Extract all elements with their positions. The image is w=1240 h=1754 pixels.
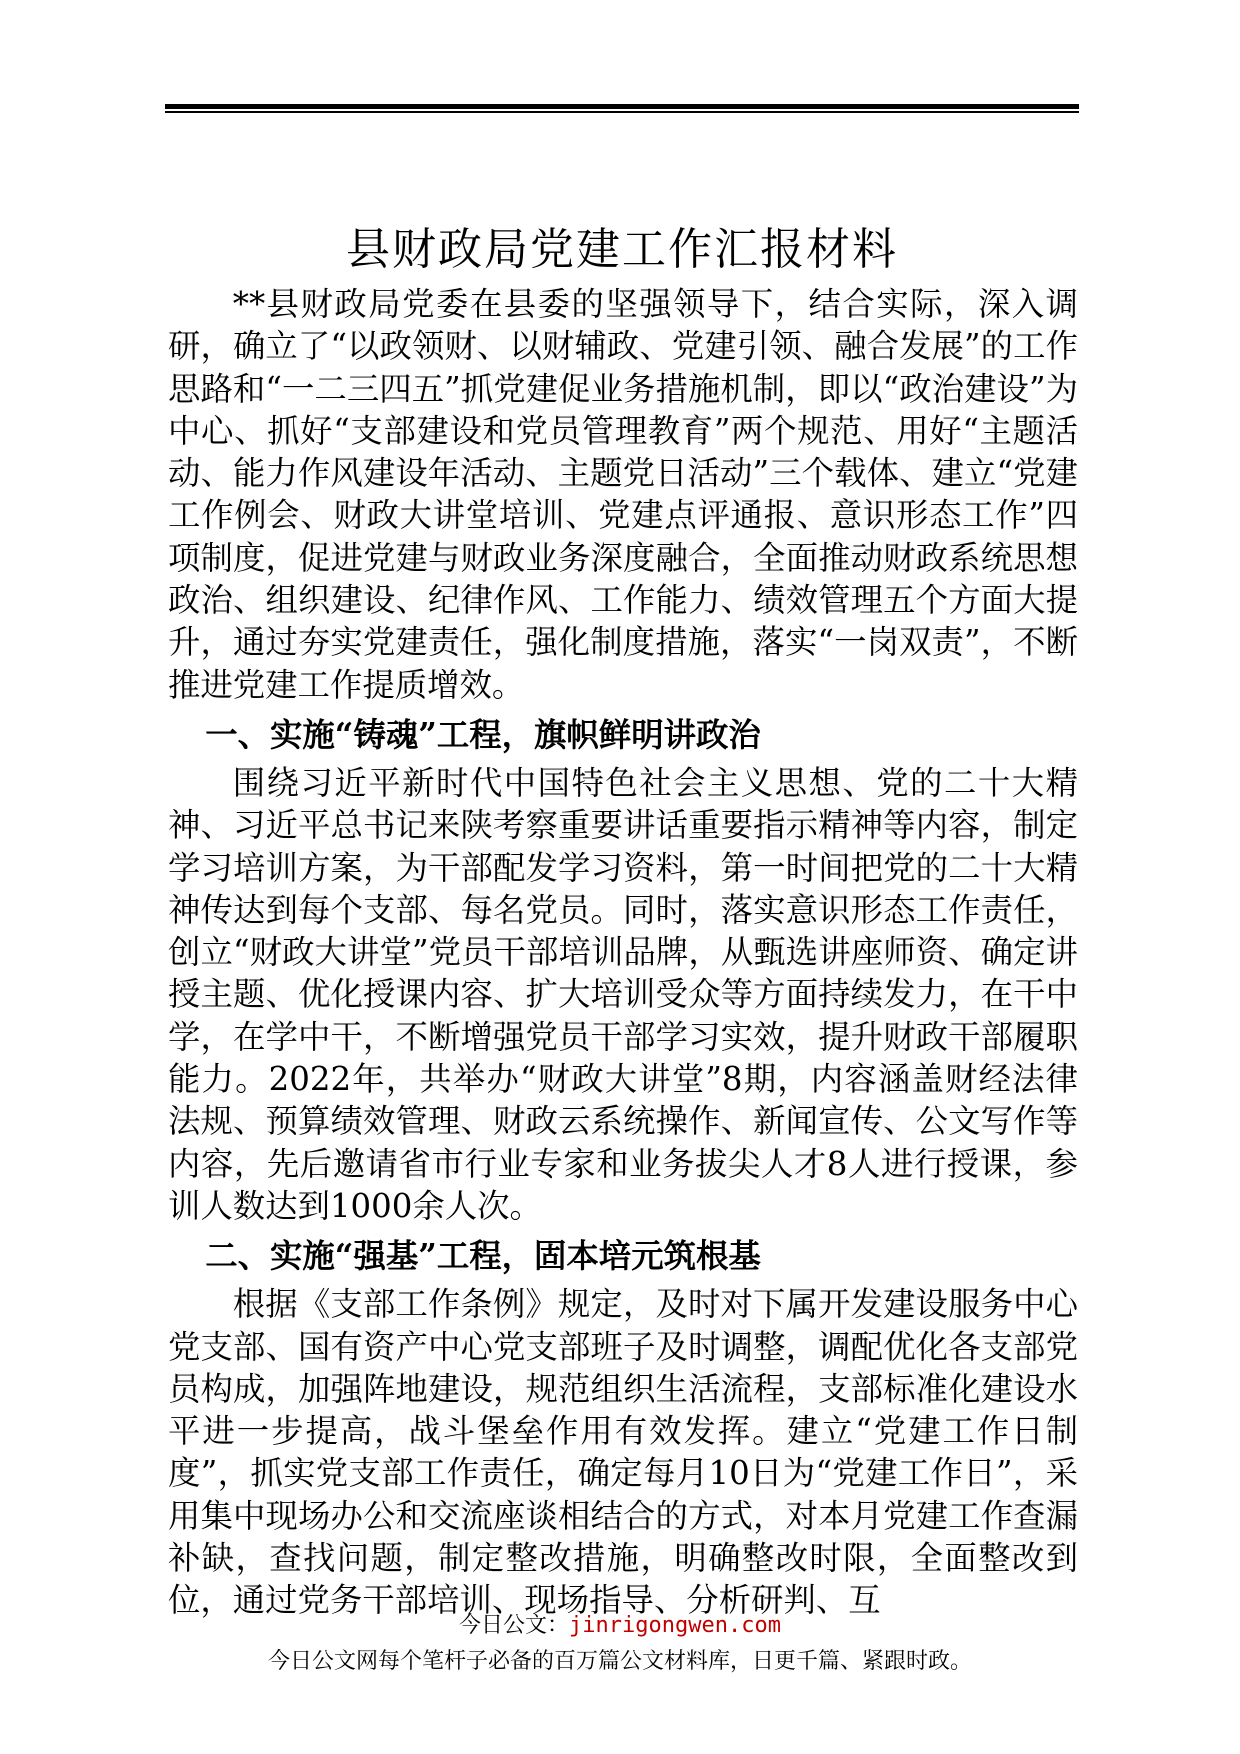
header-rule-thin	[165, 111, 1079, 113]
document-title: 县财政局党建工作汇报材料	[346, 224, 898, 275]
section-2-paragraph: 根据《支部工作条例》规定，及时对下属开发建设服务中心党支部、国有资产中心党支部班子及时调整，调配优化各支部党员构成，加强阵地建设，规范组织生活流程，支部标准化建设水平进一步提高，战斗堡垒作用有效发挥。建立“党建工作日制度”，抓实党支部工作责任，确定每月10日为“党建工作日”，采用集中现场办公和交流座谈相结合的方式，对本月党建工作查漏补缺，查找问题，制定整改措施，明确整改时限，全面整改到位，通过党务干部培训、现场指导、分析研判、互	[168, 1285, 1078, 1620]
section-1-paragraph: 围绕习近平新时代中国特色社会主义思想、党的二十大精神、习近平总书记来陕考察重要讲话重要指示精神等内容，制定学习培训方案，为干部配发学习资料，第一时间把党的二十大精神传达到每个支部、每名党员。同时，落实意识形态工作责任，创立“财政大讲堂”党员干部培训品牌，从甄选讲座师资、确定讲授主题、优化授课内容、扩大培训受众等方面持续发力，在干中学，在学中干，不断增强党员干部学习实效，提升财政干部履职能力。2022年，共举办“财政大讲堂”8期，内容涵盖财经法律法规、预算绩效管理、财政云系统操作、新闻宣传、公文写作等内容，先后邀请省市行业专家和业务拔尖人才8人进行授课，参训人数达到1000余人次。	[168, 763, 1078, 1225]
intro-paragraph: **县财政局党委在县委的坚强领导下，结合实际，深入调研，确立了“以政领财、以财辅政、党建引领、融合发展”的工作思路和“一二三四五”抓党建促业务措施机制，即以“政治建设”为中心、抓好“支部建设和党员管理教育”两个规范、用好“主题活动、能力作风建设年活动、主题党日活动”三个载体、建立“党建工作例会、财政大讲堂培训、党建点评通报、意识形态工作”四项制度，促进党建与财政业务深度融合，全面推动财政系统思想政治、组织建设、纪律作风、工作能力、绩效管理五个方面大提升，通过夯实党建责任，强化制度措施，落实“一岗双责”，不断推进党建工作提质增效。	[168, 285, 1078, 704]
footer-slogan: 今日公文网每个笔杆子必备的百万篇公文材料库，日更千篇、紧跟时政。	[267, 1649, 972, 1674]
section-1-heading: 一、实施“铸魂”工程，旗帜鲜明讲政治	[205, 715, 761, 754]
header-rule-thick	[165, 104, 1079, 109]
footer-site-label: 今日公文：	[459, 1613, 570, 1638]
section-2-heading: 二、实施“强基”工程，固本培元筑根基	[205, 1237, 761, 1276]
footer-site-url[interactable]: jinrigongwen.com	[569, 1613, 781, 1638]
footer-site-line	[0, 1611, 1240, 1641]
document-body	[168, 283, 1078, 1622]
